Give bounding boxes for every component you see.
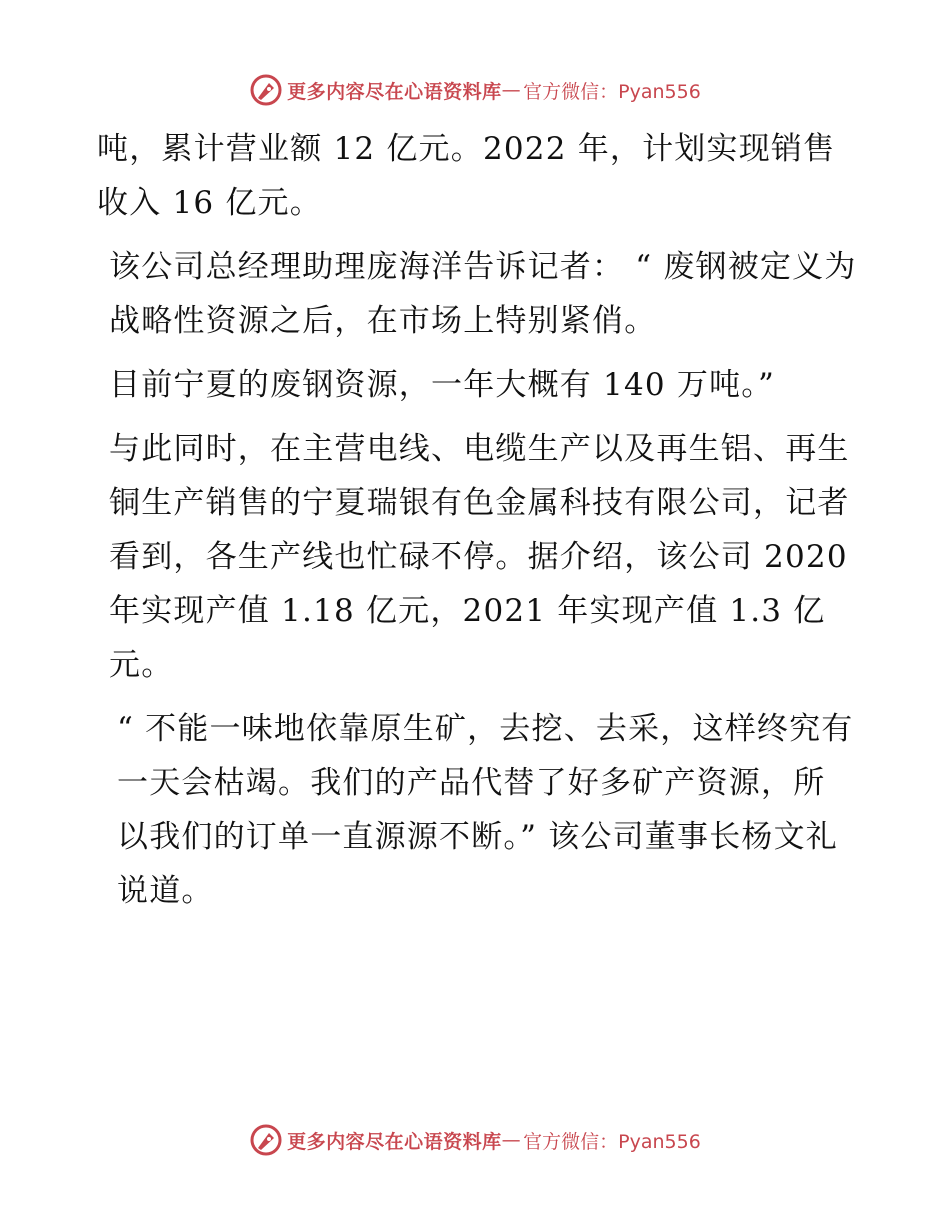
header-banner [0, 70, 950, 110]
paragraph: 该公司总经理助理庞海洋告诉记者： “ 废钢被定义为战略性资源之后，在市场上特别紧俏。 [109, 249, 857, 339]
paragraph: 吨，累计营业额 12 亿元。2022 年，计划实现销售收入 16 亿元。 [97, 131, 836, 221]
footer-banner [0, 1120, 950, 1160]
banner-separator: — [501, 79, 522, 101]
banner-wechat: 官方微信：Pyan556 [523, 80, 701, 103]
banner-separator: — [501, 1129, 522, 1151]
pen-nib-circle-icon [249, 1123, 283, 1157]
paragraph: 与此同时，在主营电线、电缆生产以及再生铝、再生铜生产销售的宁夏瑞银有色金属科技有限公司，记者看到，各生产线也忙碌不停。据介绍，该公司 2020 年实现产值 1.18 亿元，2021 年实现产值 1.3 亿元。 [109, 431, 850, 683]
banner-text: 更多内容尽在心语资料库 [287, 80, 502, 103]
banner-wechat: 官方微信：Pyan556 [523, 1130, 701, 1153]
pen-nib-circle-icon [249, 73, 283, 107]
paragraph: “ 不能一味地依靠原生矿，去挖、去采，这样终究有一天会枯竭。我们的产品代替了好多矿产资源，所以我们的订单一直源源不断。” 该公司董事长杨文礼说道。 [117, 711, 854, 909]
document-body [97, 122, 857, 928]
paragraph: 目前宁夏的废钢资源，一年大概有 140 万吨。” [109, 367, 776, 403]
banner-text: 更多内容尽在心语资料库 [287, 1130, 502, 1153]
